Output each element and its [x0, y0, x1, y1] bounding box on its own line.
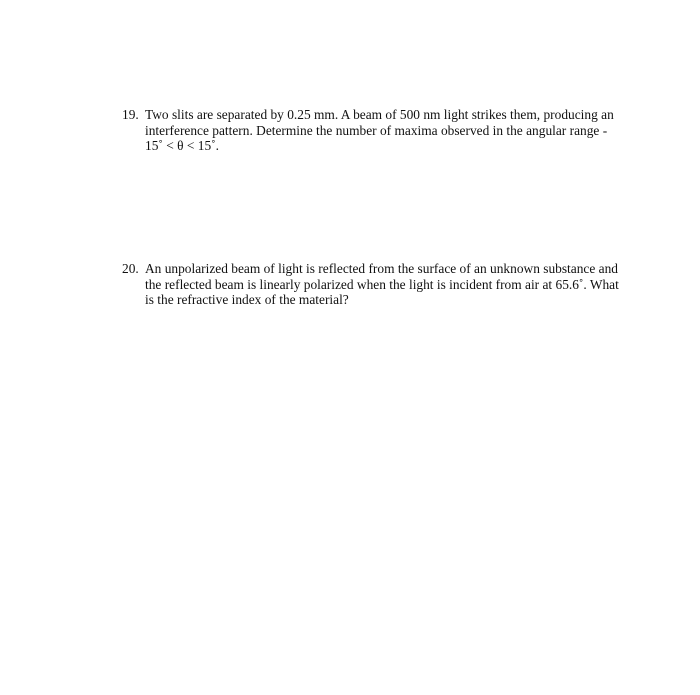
question-text: An unpolarized beam of light is reflected from the surface of an unknown substance and: [145, 261, 618, 276]
question-text: is the refractive index of the material?: [145, 292, 349, 307]
question-text: 15˚ < θ < 15˚.: [145, 138, 219, 153]
question-text: the reflected beam is linearly polarized when the light is incident from air at 65.6˚. What: [145, 276, 619, 292]
question-line: [122, 261, 642, 277]
question-number: 19.: [122, 107, 139, 122]
question-text: interference pattern. Determine the number of maxima observed in the angular range -: [145, 122, 608, 138]
question-19: [122, 107, 642, 154]
question-number: 20.: [122, 261, 139, 276]
question-line: [122, 107, 642, 123]
question-text: Two slits are separated by 0.25 mm. A beam of 500 nm light strikes them, producing an: [145, 107, 614, 122]
question-20: [122, 261, 642, 308]
